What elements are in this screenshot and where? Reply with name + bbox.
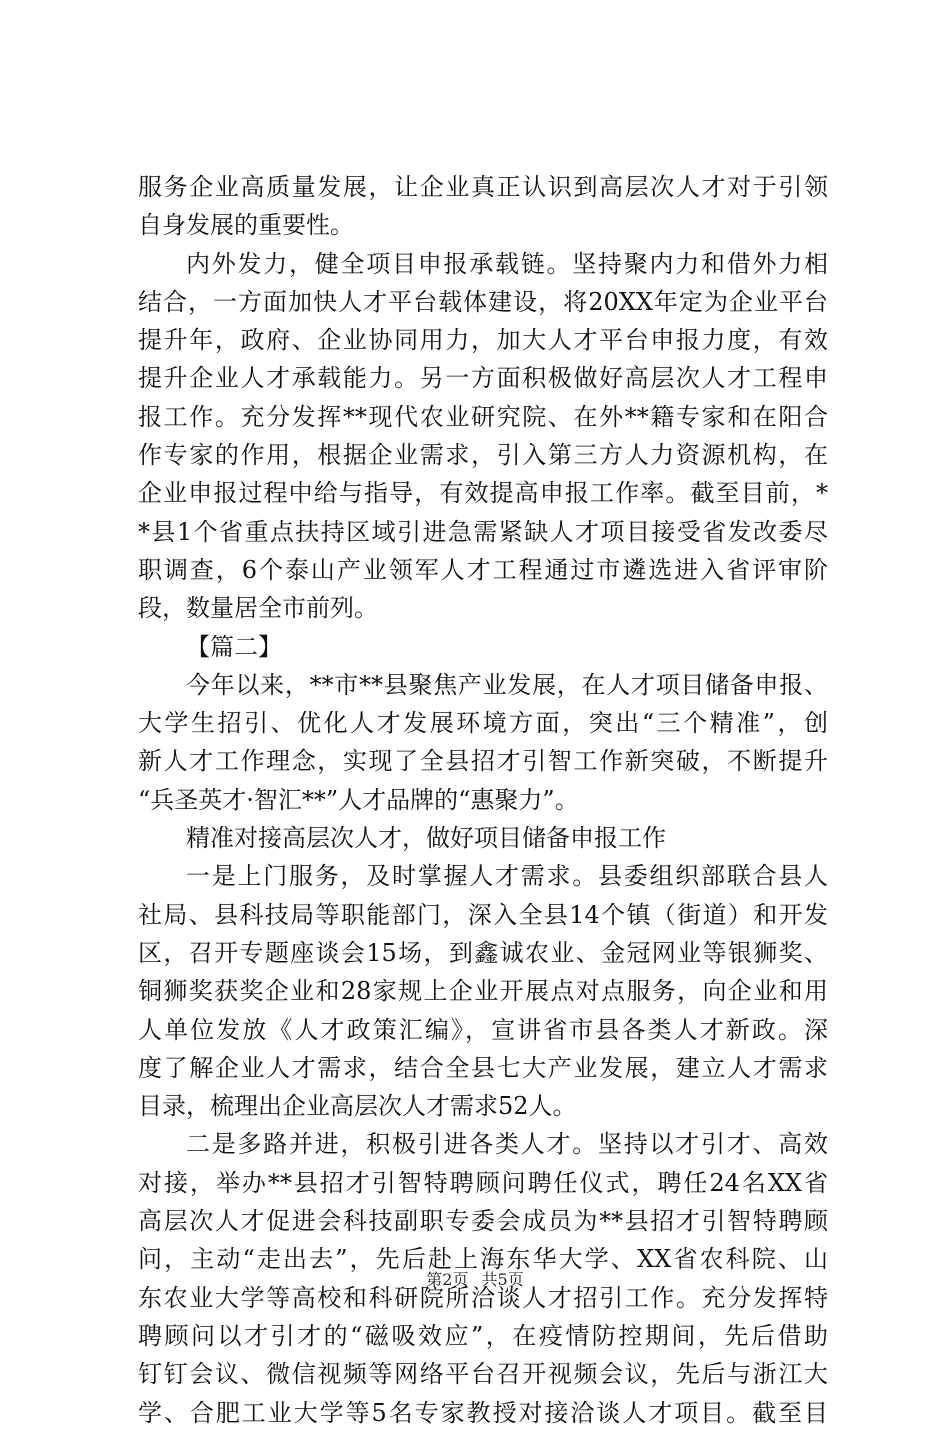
text-line: 职调查，6个泰山产业领军人才工程通过市遴选进入省评审阶: [138, 555, 828, 584]
text-line: 区，召开专题座谈会15场，到鑫诚农业、金冠网业等银狮奖、: [138, 938, 828, 967]
text-line: 自身发展的重要性。: [138, 211, 354, 240]
text-line: 二是多路并进，积极引进各类人才。坚持以才引才、高效: [186, 1130, 828, 1159]
text-line: 结合，一方面加快人才平台载体建设，将20XX年定为企业平台: [138, 287, 828, 316]
text-line: 学、合肥工业大学等5名专家教授对接洽谈人才项目。截至目: [138, 1398, 828, 1427]
text-line: 内外发力，健全项目申报承载链。坚持聚内力和借外力相: [186, 249, 828, 278]
text-line: 大学生招引、优化人才发展环境方面，突出“三个精准”，创: [138, 709, 828, 738]
paragraph-continued: [138, 168, 828, 245]
text-line: 东农业大学等高校和科研院所洽谈人才招引工作。充分发挥特: [138, 1283, 828, 1312]
text-line: 提升企业人才承载能力。另一方面积极做好高层次人才工程申: [138, 364, 828, 393]
document-body: [138, 168, 828, 1432]
text-line: *县1个省重点扶持区域引进急需紧缺人才项目接受省发改委尽: [138, 517, 828, 546]
paragraph-intro: [138, 666, 828, 819]
text-line: 新人才工作理念，实现了全县招才引智工作新突破，不断提升: [138, 747, 828, 776]
text-line: 目录，梳理出企业高层次人才需求52人。: [138, 1092, 577, 1121]
text-line: 服务企业高质量发展，让企业真正认识到高层次人才对于引领: [138, 173, 828, 201]
text-line: 今年以来，**市**县聚焦产业发展，在人才项目储备申报、: [186, 670, 828, 699]
text-line: “兵圣英才·智汇**”人才品牌的“惠聚力”。: [138, 785, 579, 814]
paragraph-project-chain: [138, 245, 828, 628]
page-number: 第2页: [426, 1270, 469, 1289]
text-line: 铜狮奖获奖企业和28家规上企业开展点对点服务，向企业和用: [138, 977, 828, 1006]
subheading: [138, 819, 828, 857]
text-line: 段，数量居全市前列。: [138, 594, 378, 623]
text-line: 【篇二】: [186, 632, 282, 661]
text-line: 社局、县科技局等职能部门，深入全县14个镇（街道）和开发: [138, 900, 828, 929]
text-line: 钉钉会议、微信视频等网络平台召开视频会议，先后与浙江大: [138, 1360, 828, 1389]
text-line: 高层次人才促进会科技副职专委会成员为**县招才引智特聘顾: [138, 1207, 828, 1236]
text-line: 报工作。充分发挥**现代农业研究院、在外**籍专家和在阳合: [138, 402, 828, 431]
text-line: 人单位发放《人才政策汇编》，宣讲省市县各类人才新政。深: [138, 1015, 828, 1044]
section-heading: [138, 628, 828, 666]
text-line: 对接，举办**县招才引智特聘顾问聘任仪式，聘任24名XX省: [138, 1168, 828, 1197]
text-line: 一是上门服务，及时掌握人才需求。县委组织部联合县人: [186, 862, 828, 891]
text-line: 精准对接高层次人才，做好项目储备申报工作: [186, 824, 666, 853]
paragraph-point-one: [138, 857, 828, 1125]
text-line: 提升年，政府、企业协同用力，加大人才平台申报力度，有效: [138, 326, 828, 355]
text-line: 度了解企业人才需求，结合全县七大产业发展，建立人才需求: [138, 1053, 828, 1082]
text-line: 企业申报过程中给与指导，有效提高申报工作率。截至目前，*: [138, 479, 828, 508]
page-total: 共5页: [481, 1270, 524, 1289]
page-footer: [0, 1268, 950, 1292]
text-line: 聘顾问以才引才的“磁吸效应”，在疫情防控期间，先后借助: [138, 1321, 828, 1350]
text-line: 作专家的作用，根据企业需求，引入第三方人力资源机构，在: [138, 441, 828, 470]
text-line: 问，主动“走出去”，先后赴上海东华大学、XX省农科院、山: [138, 1245, 828, 1274]
